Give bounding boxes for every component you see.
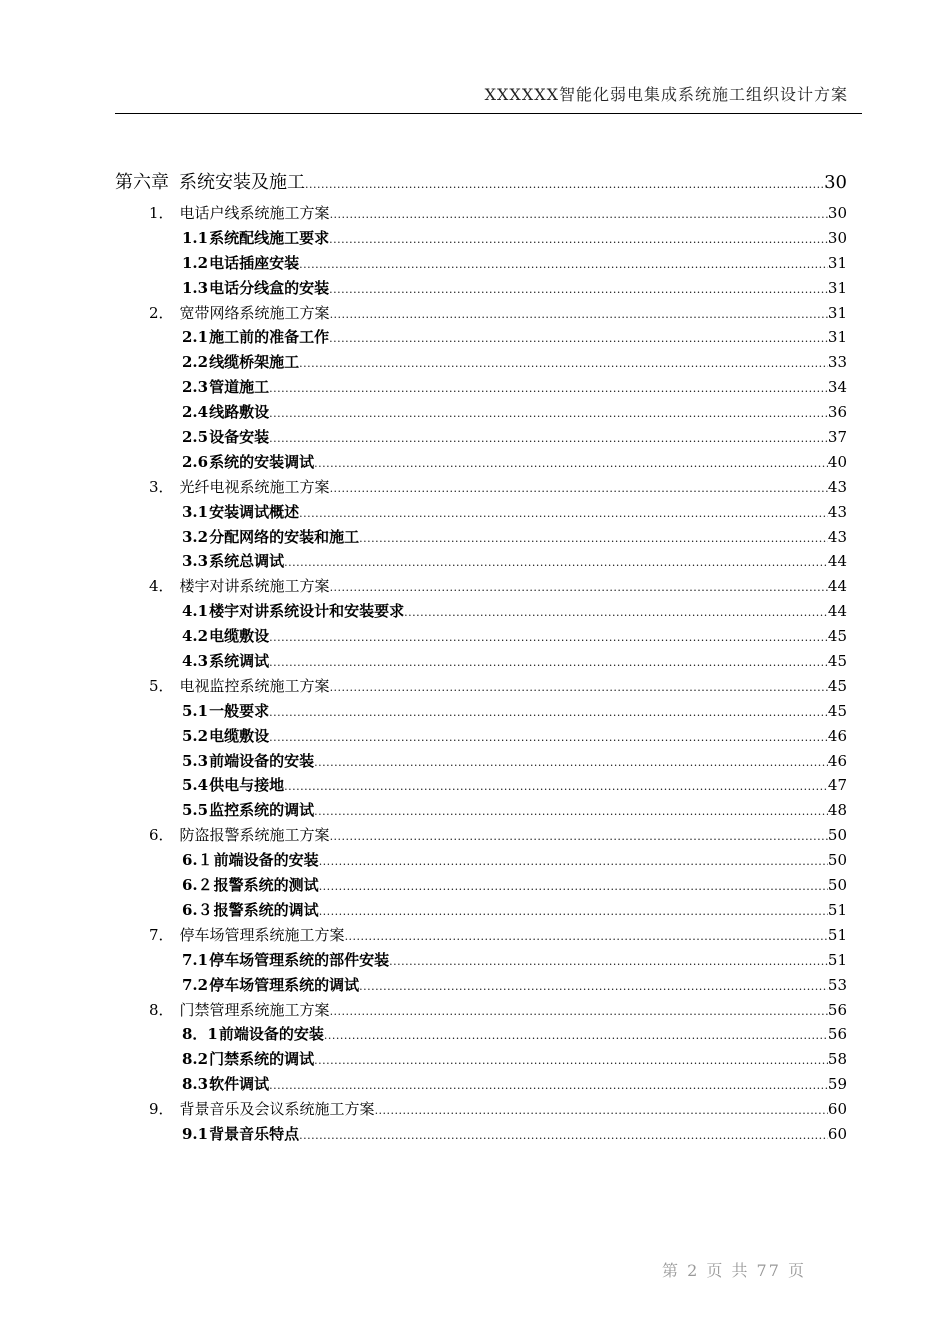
toc-entry-page: 44 — [827, 577, 847, 596]
toc-entry-title: 防盗报警系统施工方案 — [179, 826, 330, 845]
toc-entry-number: 9． — [149, 1100, 174, 1119]
toc-dot-leader — [359, 980, 828, 993]
toc-dot-leader — [305, 178, 824, 191]
toc-entry-page: 31 — [827, 328, 847, 347]
toc-entry-page: 59 — [827, 1075, 847, 1094]
toc-section-entry[interactable] — [115, 924, 847, 949]
toc-entry-title: 门禁管理系统施工方案 — [179, 1000, 330, 1019]
header-title: XXXXXX智能化弱电集成系统施工组织设计方案 — [484, 85, 848, 104]
toc-subsection-entry[interactable] — [115, 550, 847, 575]
toc-entry-number: 2.4 — [182, 403, 209, 422]
toc-subsection-entry[interactable] — [115, 625, 847, 650]
toc-subsection-entry[interactable] — [115, 849, 847, 874]
toc-dot-leader — [269, 706, 828, 719]
toc-entry-page: 58 — [827, 1050, 847, 1069]
toc-entry-number: 1.3 — [182, 278, 209, 297]
toc-entry-number: 1.1 — [182, 228, 209, 247]
toc-entry-title: 线路敷设 — [209, 403, 270, 422]
toc-entry-number: 2.2 — [182, 353, 209, 372]
toc-dot-leader — [284, 780, 828, 793]
toc-subsection-entry[interactable] — [115, 949, 847, 974]
page-number-label: 第 2 页 共 77 页 — [662, 1261, 806, 1280]
toc-entry-page: 53 — [827, 975, 847, 994]
toc-entry-page: 40 — [827, 452, 847, 471]
toc-dot-leader — [324, 1029, 828, 1042]
toc-subsection-entry[interactable] — [115, 799, 847, 824]
toc-dot-leader — [319, 905, 828, 918]
toc-dot-leader — [299, 258, 828, 271]
toc-dot-leader — [330, 482, 828, 495]
toc-dot-leader — [330, 830, 828, 843]
toc-dot-leader — [314, 756, 828, 769]
page-header — [115, 80, 862, 114]
toc-entry-title: 系统配线施工要求 — [209, 228, 330, 247]
toc-dot-leader — [269, 382, 828, 395]
toc-entry-number: 6.３ — [182, 900, 213, 919]
toc-dot-leader — [319, 855, 828, 868]
toc-subsection-entry[interactable] — [115, 700, 847, 725]
toc-entry-page: 43 — [827, 477, 847, 496]
toc-dot-leader — [299, 1129, 828, 1142]
toc-entry-title: 报警系统的测试 — [213, 876, 319, 895]
toc-section-entry[interactable] — [115, 302, 847, 327]
toc-entry-title: 一般要求 — [209, 701, 270, 720]
toc-dot-leader — [319, 880, 828, 893]
toc-entry-title: 停车场管理系统的部件安装 — [209, 950, 390, 969]
toc-dot-leader — [299, 507, 828, 520]
toc-entry-page: 45 — [827, 701, 847, 720]
toc-dot-leader — [345, 930, 828, 943]
toc-entry-page: 50 — [827, 826, 847, 845]
toc-entry-number: 5.2 — [182, 726, 209, 745]
toc-entry-page: 45 — [827, 676, 847, 695]
toc-subsection-entry[interactable] — [115, 650, 847, 675]
toc-dot-leader — [389, 955, 828, 968]
toc-entry-title: 系统总调试 — [209, 552, 285, 571]
toc-dot-leader — [330, 681, 828, 694]
toc-chapter-number: 第六章 — [115, 172, 169, 193]
toc-subsection-entry[interactable] — [115, 1073, 847, 1098]
toc-entry-title: 系统调试 — [209, 652, 270, 671]
toc-entry-title: 前端设备的安装 — [213, 851, 319, 870]
toc-entry-title: 停车场管理系统施工方案 — [179, 925, 345, 944]
toc-subsection-entry[interactable] — [115, 526, 847, 551]
toc-dot-leader — [269, 731, 828, 744]
toc-entry-title: 施工前的准备工作 — [209, 328, 330, 347]
toc-subsection-entry[interactable] — [115, 600, 847, 625]
toc-entry-page: 30 — [827, 228, 847, 247]
toc-dot-leader — [269, 656, 828, 669]
table-of-contents — [115, 168, 847, 1148]
toc-entry-title: 供电与接地 — [209, 776, 285, 795]
toc-entry-number: 3.1 — [182, 502, 209, 521]
toc-subsection-entry[interactable] — [115, 725, 847, 750]
toc-entry-number: 5.4 — [182, 776, 209, 795]
toc-entry-title: 宽带网络系统施工方案 — [179, 303, 330, 322]
toc-entry-page: 56 — [827, 1025, 847, 1044]
toc-dot-leader — [284, 556, 828, 569]
toc-dot-leader — [299, 357, 828, 370]
toc-entry-page: 51 — [827, 900, 847, 919]
toc-subsection-entry[interactable] — [115, 326, 847, 351]
toc-subsection-entry[interactable] — [115, 252, 847, 277]
toc-entry-number: 2.1 — [182, 328, 209, 347]
toc-entry-title: 前端设备的安装 — [218, 1025, 324, 1044]
toc-entry-page: 43 — [827, 527, 847, 546]
toc-entry-title: 软件调试 — [209, 1075, 270, 1094]
toc-entry-title: 门禁系统的调试 — [209, 1050, 315, 1069]
toc-entry-page: 45 — [827, 627, 847, 646]
toc-entry-number: 6.２ — [182, 876, 213, 895]
toc-entry-title: 安装调试概述 — [209, 502, 300, 521]
toc-entry-number: 4.3 — [182, 652, 209, 671]
toc-entry-number: 1． — [149, 204, 174, 222]
toc-dot-leader — [375, 1104, 828, 1117]
toc-entry-page: 31 — [827, 278, 847, 297]
toc-entry-page: 44 — [827, 552, 847, 571]
toc-entry-number: 5． — [149, 676, 174, 695]
toc-dot-leader — [269, 1079, 828, 1092]
toc-chapter-page: 30 — [824, 172, 847, 193]
toc-entry-page: 45 — [827, 652, 847, 671]
toc-subsection-entry[interactable] — [115, 874, 847, 899]
toc-entry-number: 8．1 — [182, 1025, 218, 1044]
toc-entry-number: 4． — [149, 577, 174, 596]
toc-section-entry[interactable] — [115, 1098, 847, 1123]
toc-entry-title: 背景音乐特点 — [209, 1124, 300, 1143]
toc-entry-number: 2.3 — [182, 378, 209, 397]
toc-entry-page: 31 — [827, 303, 847, 322]
toc-dot-leader — [269, 432, 828, 445]
toc-dot-leader — [314, 805, 828, 818]
toc-entry-page: 56 — [827, 1000, 847, 1019]
toc-entry-title: 分配网络的安装和施工 — [209, 527, 360, 546]
toc-entry-page: 30 — [827, 204, 847, 222]
toc-dot-leader — [329, 332, 828, 345]
toc-entry-page: 43 — [827, 502, 847, 521]
toc-entry-title: 系统的安装调试 — [209, 452, 315, 471]
toc-entry-page: 48 — [827, 801, 847, 820]
toc-entry-title: 电缆敷设 — [209, 726, 270, 745]
toc-entry-title: 停车场管理系统的调试 — [209, 975, 360, 994]
toc-entry-page: 51 — [827, 950, 847, 969]
toc-entry-title: 报警系统的调试 — [213, 900, 319, 919]
toc-entry-number: 5.5 — [182, 801, 209, 820]
toc-entry-number: 8． — [149, 1000, 174, 1019]
toc-entries-list — [115, 202, 847, 1148]
toc-chapter-entry[interactable] — [115, 168, 847, 202]
toc-dot-leader — [359, 532, 828, 545]
page-footer — [0, 1258, 950, 1278]
toc-entry-number: 6． — [149, 826, 174, 845]
toc-entry-title: 前端设备的安装 — [209, 751, 315, 770]
toc-entry-page: 37 — [827, 428, 847, 447]
toc-section-entry[interactable] — [115, 824, 847, 849]
toc-dot-leader — [329, 283, 828, 296]
toc-dot-leader — [404, 606, 828, 619]
toc-entry-title: 设备安装 — [209, 428, 270, 447]
toc-entry-page: 47 — [827, 776, 847, 795]
toc-section-entry[interactable] — [115, 476, 847, 501]
toc-entry-page: 50 — [827, 851, 847, 870]
toc-entry-title: 监控系统的调试 — [209, 801, 315, 820]
toc-entry-number: 7.1 — [182, 950, 209, 969]
toc-entry-title: 线缆桥架施工 — [209, 353, 300, 372]
toc-entry-title: 电话分线盒的安装 — [209, 278, 330, 297]
toc-subsection-entry[interactable] — [115, 974, 847, 999]
toc-dot-leader — [330, 208, 828, 221]
toc-subsection-entry[interactable] — [115, 351, 847, 376]
toc-entry-title: 电话插座安装 — [209, 253, 300, 272]
toc-section-entry[interactable] — [115, 202, 847, 227]
toc-entry-page: 34 — [827, 378, 847, 397]
toc-entry-number: 5.3 — [182, 751, 209, 770]
toc-entry-number: 7． — [149, 925, 174, 944]
toc-entry-number: 3.3 — [182, 552, 209, 571]
toc-entry-page: 46 — [827, 751, 847, 770]
toc-dot-leader — [330, 1005, 828, 1018]
toc-entry-page: 36 — [827, 403, 847, 422]
toc-subsection-entry[interactable] — [115, 401, 847, 426]
toc-subsection-entry[interactable] — [115, 501, 847, 526]
toc-entry-number: 8.3 — [182, 1075, 209, 1094]
toc-subsection-entry[interactable] — [115, 277, 847, 302]
toc-entry-title: 背景音乐及会议系统施工方案 — [179, 1100, 375, 1119]
toc-entry-number: 7.2 — [182, 975, 209, 994]
toc-entry-number: 2.5 — [182, 428, 209, 447]
toc-entry-number: 1.2 — [182, 253, 209, 272]
toc-entry-number: 3.2 — [182, 527, 209, 546]
toc-entry-number: 6.１ — [182, 851, 213, 870]
toc-entry-title: 楼宇对讲系统设计和安装要求 — [209, 602, 405, 621]
toc-entry-title: 电话户线系统施工方案 — [179, 204, 330, 222]
toc-dot-leader — [330, 581, 828, 594]
toc-subsection-entry[interactable] — [115, 376, 847, 401]
toc-subsection-entry[interactable] — [115, 899, 847, 924]
toc-subsection-entry[interactable] — [115, 1048, 847, 1073]
toc-entry-page: 60 — [827, 1124, 847, 1143]
toc-chapter-title: 系统安装及施工 — [179, 172, 305, 193]
toc-subsection-entry[interactable] — [115, 227, 847, 252]
toc-dot-leader — [314, 457, 828, 470]
toc-entry-title: 光纤电视系统施工方案 — [179, 477, 330, 496]
toc-entry-page: 33 — [827, 353, 847, 372]
toc-entry-title: 电缆敷设 — [209, 627, 270, 646]
toc-entry-title: 电视监控系统施工方案 — [179, 676, 330, 695]
toc-entry-page: 50 — [827, 876, 847, 895]
toc-section-entry[interactable] — [115, 575, 847, 600]
toc-entry-number: 8.2 — [182, 1050, 209, 1069]
toc-entry-number: 5.1 — [182, 701, 209, 720]
toc-entry-number: 2.6 — [182, 452, 209, 471]
toc-subsection-entry[interactable] — [115, 1123, 847, 1148]
toc-section-entry[interactable] — [115, 999, 847, 1024]
toc-entry-number: 2． — [149, 303, 174, 322]
toc-entry-title: 楼宇对讲系统施工方案 — [179, 577, 330, 596]
toc-entry-number: 3． — [149, 477, 174, 496]
toc-dot-leader — [330, 308, 828, 321]
toc-entry-page: 46 — [827, 726, 847, 745]
toc-subsection-entry[interactable] — [115, 451, 847, 476]
toc-dot-leader — [314, 1054, 828, 1067]
toc-entry-number: 9.1 — [182, 1124, 209, 1143]
toc-subsection-entry[interactable] — [115, 774, 847, 799]
toc-dot-leader — [269, 631, 828, 644]
toc-entry-number: 4.1 — [182, 602, 209, 621]
toc-section-entry[interactable] — [115, 675, 847, 700]
toc-subsection-entry[interactable] — [115, 426, 847, 451]
toc-dot-leader — [269, 407, 828, 420]
toc-subsection-entry[interactable] — [115, 1023, 847, 1048]
toc-entry-page: 44 — [827, 602, 847, 621]
toc-dot-leader — [329, 233, 828, 246]
toc-entry-title: 管道施工 — [209, 378, 270, 397]
toc-subsection-entry[interactable] — [115, 750, 847, 775]
toc-entry-page: 51 — [827, 925, 847, 944]
toc-entry-page: 60 — [827, 1100, 847, 1119]
toc-entry-number: 4.2 — [182, 627, 209, 646]
toc-entry-page: 31 — [827, 253, 847, 272]
